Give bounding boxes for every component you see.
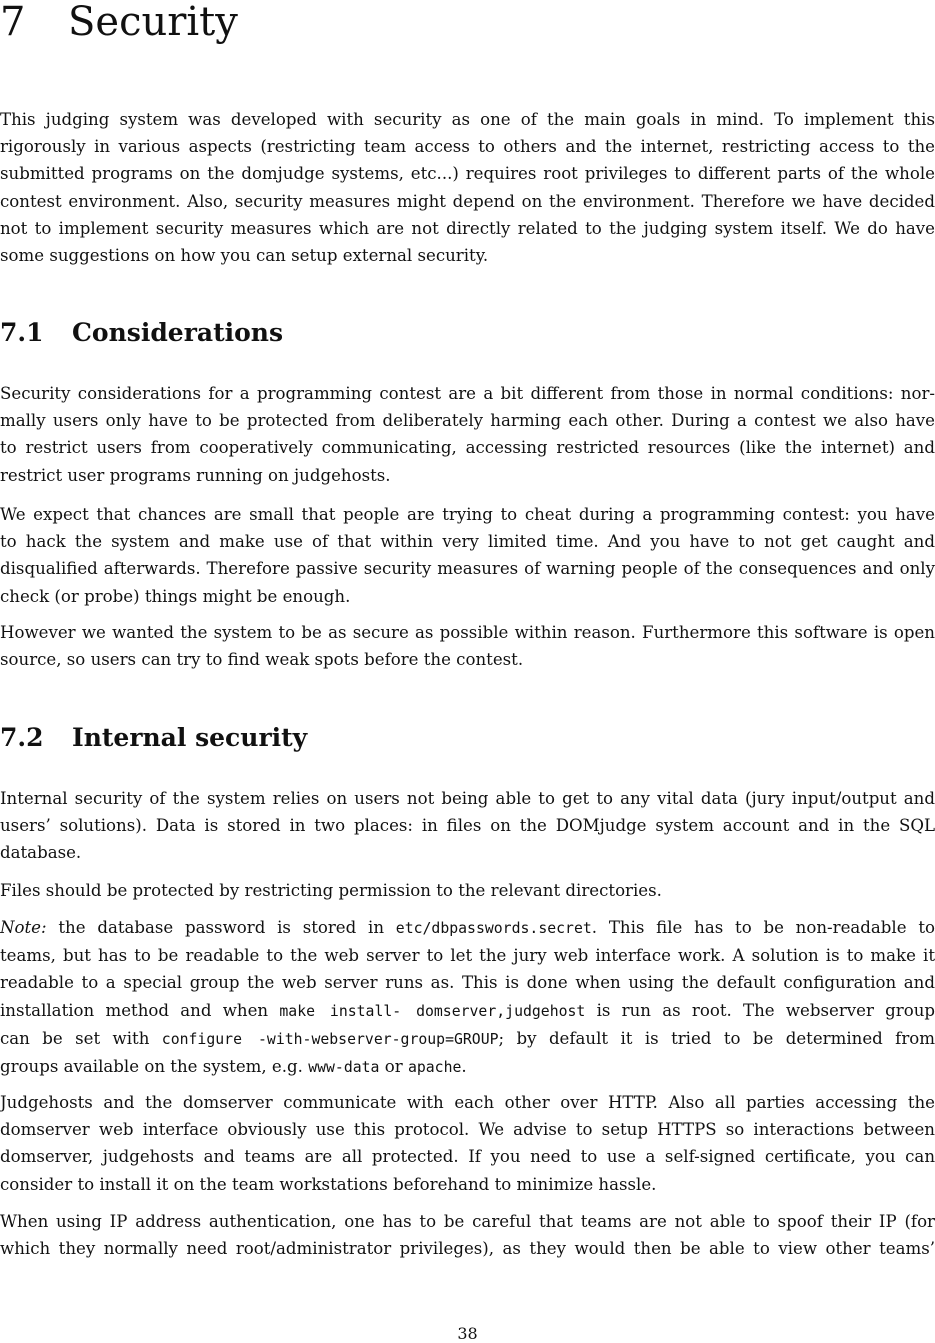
internal-paragraph-2 — [0, 877, 935, 904]
text-line: source, so users can try to find weak spots before the contest. — [0, 650, 524, 670]
code-apache: apache — [407, 1059, 462, 1077]
text-line: Security considerations for a programming contest are a bit different from those in normal conditions: nor- — [0, 384, 935, 403]
code-dbpasswords: etc/dbpasswords.secret — [395, 920, 592, 937]
note-paragraph — [0, 914, 935, 1081]
section-number: 7.2 — [0, 723, 44, 752]
text-line: to restrict users from cooperatively communicating, accessing restricted resources (like the internet) and — [0, 438, 935, 458]
code-www-data: www-data — [308, 1059, 380, 1077]
intro-paragraph — [0, 106, 935, 269]
text-line: some suggestions on how you can setup external security. — [0, 246, 489, 266]
considerations-paragraph-1 — [0, 380, 935, 489]
note-label: Note: — [0, 918, 47, 937]
considerations-paragraph-2 — [0, 501, 935, 610]
code-configure: configure -with-webserver-group=GROUP — [161, 1030, 499, 1048]
text-line: installation method and when make install- domserver,judgehost is run as root. The webserver group — [0, 1000, 935, 1020]
chapter-title: Security — [68, 0, 238, 45]
text-line: not to implement security measures which are not directly related to the judging system itself. We do have — [0, 218, 935, 238]
text-line: We expect that chances are small that people are trying to cheat during a programming contest: you have — [0, 505, 935, 524]
text-line: can be set with configure -with-webserver-group=GROUP; by default it is tried to be determined from — [0, 1028, 935, 1048]
text-line: consider to install it on the team workstations beforehand to minimize hassle. — [0, 1174, 657, 1194]
chapter-number: 7 — [0, 0, 26, 45]
text-line: teams, but has to be readable to the web server to let the jury web interface work. A solution is to make it — [0, 946, 935, 966]
text-line: contest environment. Also, security measures might depend on the environment. Therefore we have decided — [0, 191, 935, 211]
internal-paragraph-5 — [0, 1208, 935, 1262]
section-number: 7.1 — [0, 318, 44, 347]
text-line: submitted programs on the domjudge systems, etc...) requires root privileges to different parts of the whole — [0, 164, 935, 184]
internal-paragraph-4 — [0, 1089, 935, 1198]
text-line: Internal security of the system relies on users not being able to get to any vital data (jury input/output and — [0, 789, 935, 808]
text-line: When using IP address authentication, one has to be careful that teams are not able to spoof their IP (for — [0, 1212, 935, 1231]
text-line: mally users only have to be protected from deliberately harming each other. During a contest we also have — [0, 411, 935, 431]
code-make-install: make install- domserver,judgehost — [279, 1002, 586, 1020]
text-line: users’ solutions). Data is stored in two places: in files on the DOMjudge system account and in the SQL — [0, 816, 935, 836]
text-line: rigorously in various aspects (restricting team access to others and the internet, restricting access to the — [0, 137, 935, 157]
section-title: Considerations — [72, 318, 284, 347]
text-line: restrict user programs running on judgehosts. — [0, 465, 391, 485]
chapter-heading — [0, 0, 238, 45]
text-line: readable to a special group the web server runs as. This is done when using the default configuration and — [0, 973, 935, 993]
text-line: check (or probe) things might be enough. — [0, 586, 351, 606]
text-line: which they normally need root/administrator privileges), as they would then be able to view other teams’ — [0, 1239, 935, 1259]
text-line: groups available on the system, e.g. www-data or apache. — [0, 1057, 467, 1077]
section-heading-considerations — [0, 320, 283, 345]
text-line: to hack the system and make use of that within very limited time. And you have to not get caught and — [0, 532, 935, 552]
text-line: Judgehosts and the domserver communicate with each other over HTTP. Also all parties accessing the — [0, 1093, 935, 1112]
page-number: 38 — [457, 1324, 478, 1343]
text-line: domserver, judgehosts and teams are all protected. If you need to use a self-signed certificate, you can — [0, 1147, 935, 1167]
text-line: disqualified afterwards. Therefore passive security measures of warning people of the consequences and only — [0, 559, 935, 579]
section-heading-internal-security — [0, 725, 307, 750]
text-line: database. — [0, 843, 82, 863]
text-line: However we wanted the system to be as secure as possible within reason. Furthermore this software is open — [0, 623, 935, 642]
text-line: Note: the database password is stored in etc/dbpasswords.secret. This file has to be non-readable to — [0, 918, 935, 937]
text-line: This judging system was developed with security as one of the main goals in mind. To implement this — [0, 110, 935, 129]
text-line: domserver web interface obviously use this protocol. We advise to setup HTTPS so interactions between — [0, 1120, 935, 1140]
section-title: Internal security — [72, 723, 308, 752]
considerations-paragraph-3 — [0, 619, 935, 673]
text-line: Files should be protected by restricting permission to the relevant directories. — [0, 881, 662, 900]
internal-paragraph-1 — [0, 785, 935, 867]
